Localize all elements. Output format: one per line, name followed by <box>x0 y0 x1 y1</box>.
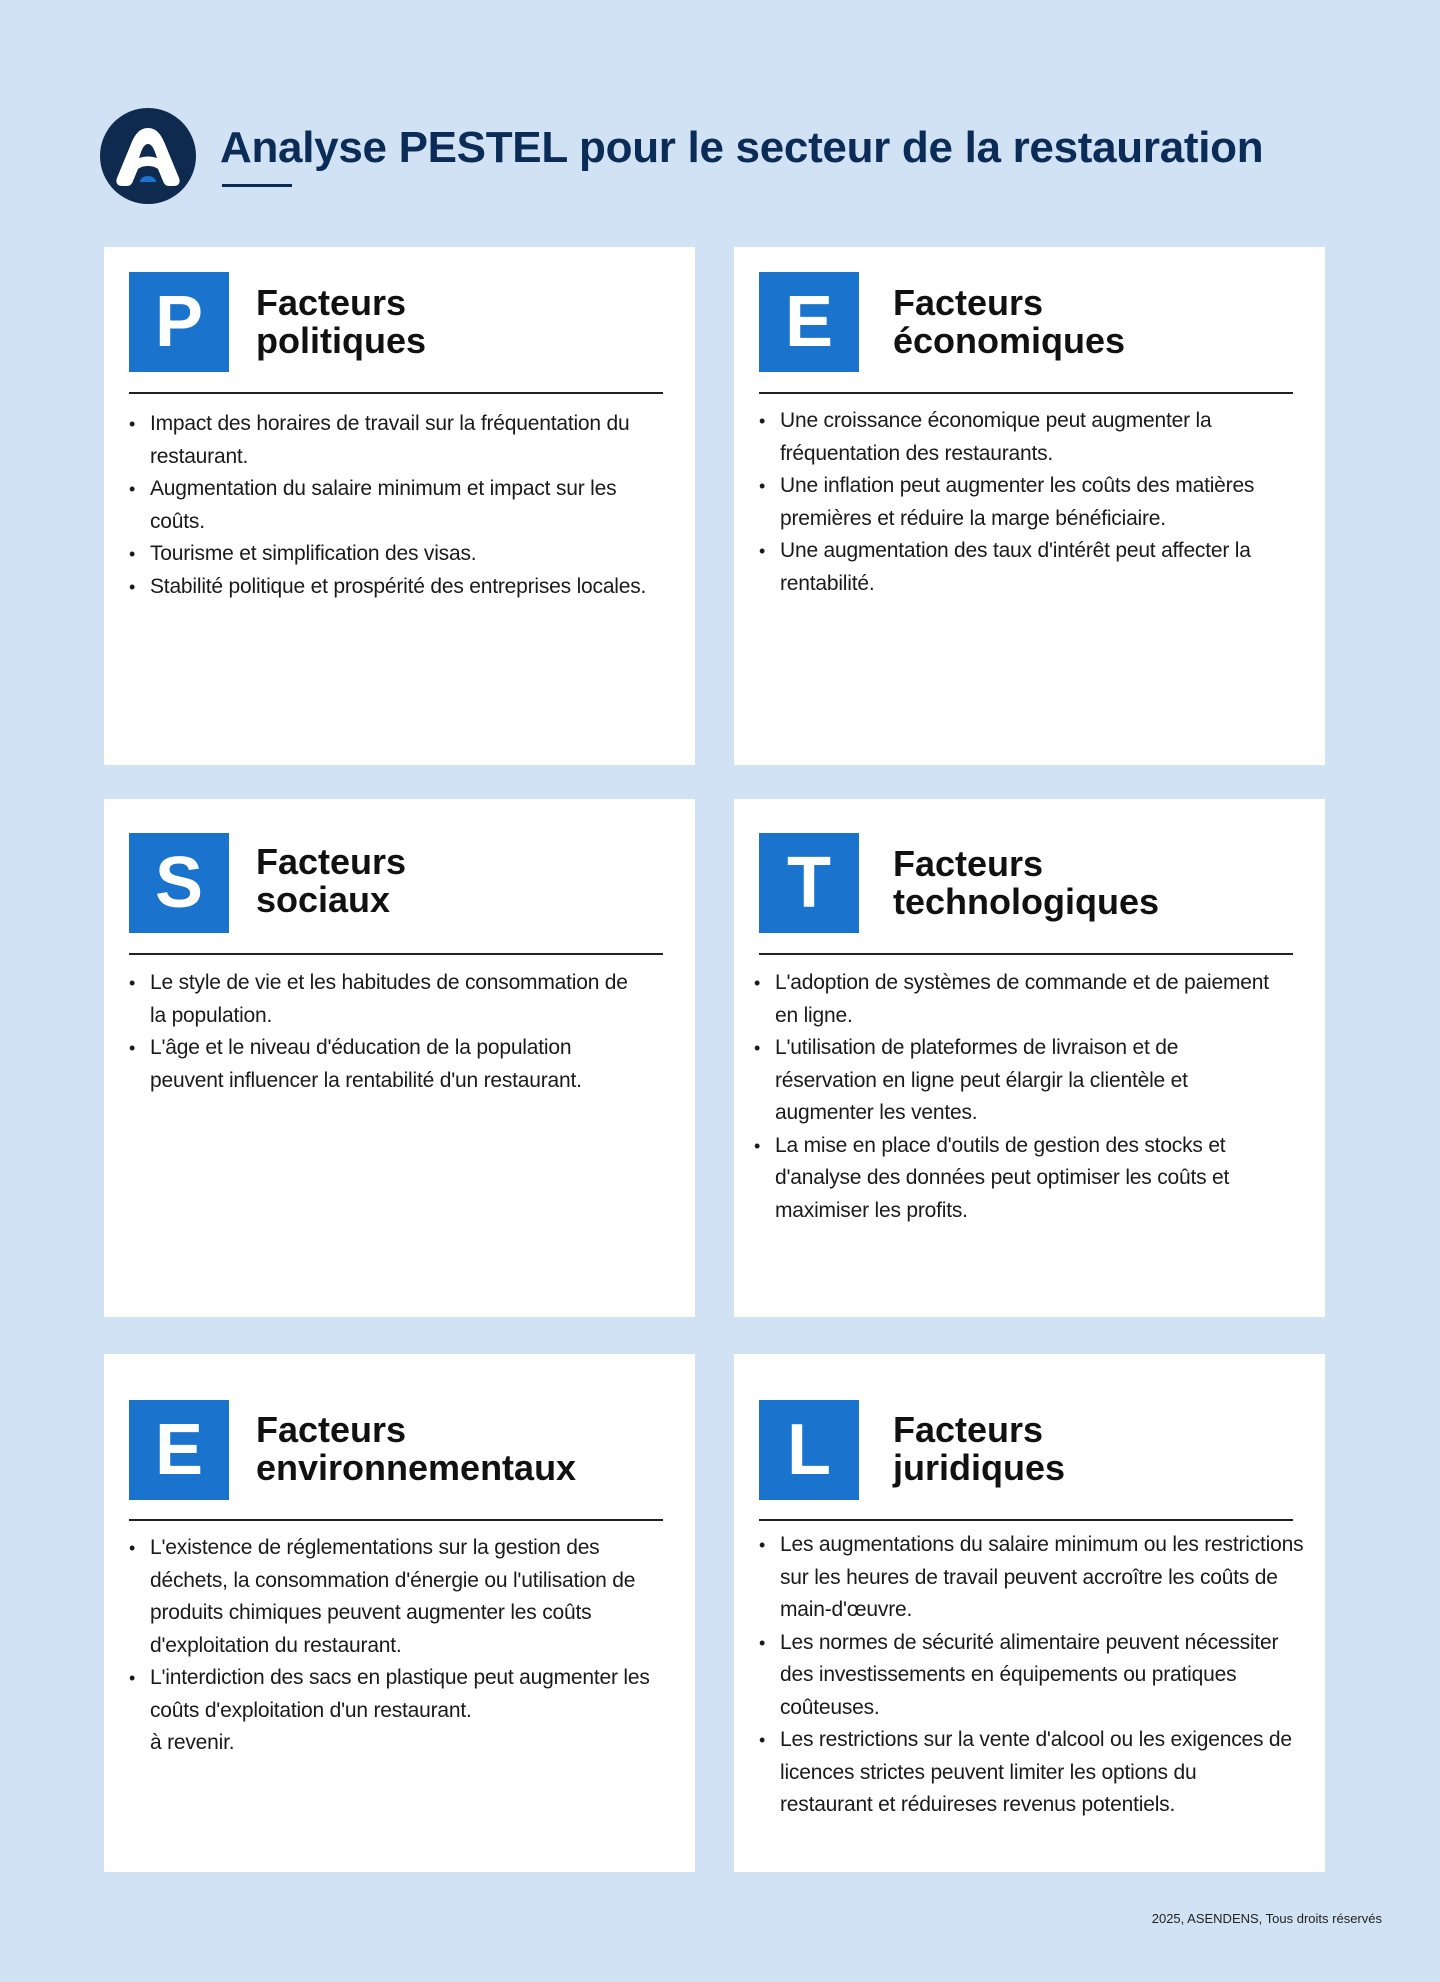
letter-badge: L <box>759 1400 859 1500</box>
card-environnementaux <box>104 1354 695 1872</box>
card-title-line1: Facteurs <box>893 282 1044 323</box>
list-item: • Stabilité politique et prospérité des entreprises locales. <box>129 571 675 604</box>
bullet-list <box>754 967 1305 1227</box>
card-title-line2: politiques <box>256 320 426 361</box>
list-item: • Les normes de sécurité alimentaire peuvent nécessiter des investissements en équipements ou pratiques coûteuses. <box>759 1627 1313 1725</box>
list-item: • Augmentation du salaire minimum et impact sur les coûts. <box>129 473 675 538</box>
bullet-list <box>129 967 675 1097</box>
bullet-list <box>759 405 1315 600</box>
card-title <box>893 284 1125 360</box>
title-underline <box>222 184 292 187</box>
trailing-text: à revenir. <box>150 1731 235 1754</box>
list-item: • Le style de vie et les habitudes de consommation de la population. <box>129 967 675 1032</box>
card-title-line1: Facteurs <box>893 843 1044 884</box>
list-item: • Une croissance économique peut augmenter la fréquentation des restaurants. <box>759 405 1315 470</box>
card-title-line1: Facteurs <box>893 1409 1044 1450</box>
letter-badge: S <box>129 833 229 933</box>
list-item: • Une inflation peut augmenter les coûts des matières premières et réduire la marge bénéficiaire. <box>759 470 1315 535</box>
list-item: • Impact des horaires de travail sur la fréquentation du restaurant. <box>129 408 675 473</box>
card-title-line2: économiques <box>893 320 1126 361</box>
card-technologiques <box>734 799 1325 1317</box>
list-item: • Tourisme et simplification des visas. <box>129 538 675 571</box>
list-item: • Les restrictions sur la vente d'alcool ou les exigences de licences strictes peuvent limiter les options du restaurant et réduireses revenus potentiels. <box>759 1724 1313 1822</box>
list-item: • Les augmentations du salaire minimum ou les restrictions sur les heures de travail peuvent accroître les coûts de main-d'œuvre. <box>759 1529 1313 1627</box>
divider <box>759 392 1293 394</box>
list-item: • L'adoption de systèmes de commande et de paiement en ligne. <box>754 967 1305 1032</box>
bullet-list <box>759 1529 1313 1822</box>
divider <box>129 953 663 955</box>
card-title <box>256 843 406 919</box>
card-sociaux <box>104 799 695 1317</box>
card-title-line1: Facteurs <box>256 841 407 882</box>
letter-badge: E <box>129 1400 229 1500</box>
card-title <box>256 1411 576 1487</box>
page-title: Analyse PESTEL pour le secteur de la restauration <box>220 123 1264 172</box>
list-item: • L'existence de réglementations sur la gestion des déchets, la consommation d'énergie ou l'utilisation de produits chimiques peuvent augmenter les coûts d'exploitation du restaurant. <box>129 1532 675 1662</box>
card-title-line1: Facteurs <box>256 282 407 323</box>
letter-badge: T <box>759 833 859 933</box>
divider <box>759 953 1293 955</box>
card-title-line2: sociaux <box>256 879 391 920</box>
card-title <box>893 1411 1065 1487</box>
card-title <box>893 845 1159 921</box>
card-economiques <box>734 247 1325 765</box>
letter-badge: P <box>129 272 229 372</box>
card-title-line2: environnementaux <box>256 1447 577 1488</box>
card-politiques <box>104 247 695 765</box>
list-item: • La mise en place d'outils de gestion des stocks et d'analyse des données peut optimiser les coûts et maximiser les profits. <box>754 1130 1305 1228</box>
divider <box>129 1519 663 1521</box>
card-title <box>256 284 426 360</box>
divider <box>129 392 663 394</box>
list-item: • L'utilisation de plateformes de livraison et de réservation en ligne peut élargir la clientèle et augmenter les ventes. <box>754 1032 1305 1130</box>
divider <box>759 1519 1293 1521</box>
card-title-line2: technologiques <box>893 881 1160 922</box>
list-item: • L'interdiction des sacs en plastique peut augmenter les coûts d'exploitation d'un restaurant. <box>129 1662 675 1727</box>
copyright-text: 2025, ASENDENS, Tous droits réservés <box>1151 1911 1382 1926</box>
list-item: • Une augmentation des taux d'intérêt peut affecter la rentabilité. <box>759 535 1315 600</box>
letter-badge: E <box>759 272 859 372</box>
bullet-list <box>129 408 675 603</box>
list-item: • L'âge et le niveau d'éducation de la population peuvent influencer la rentabilité d'un restaurant. <box>129 1032 675 1097</box>
asendens-logo-icon <box>100 108 196 204</box>
card-juridiques <box>734 1354 1325 1872</box>
card-title-line2: juridiques <box>893 1447 1066 1488</box>
bullet-list <box>129 1532 675 1727</box>
card-title-line1: Facteurs <box>256 1409 407 1450</box>
